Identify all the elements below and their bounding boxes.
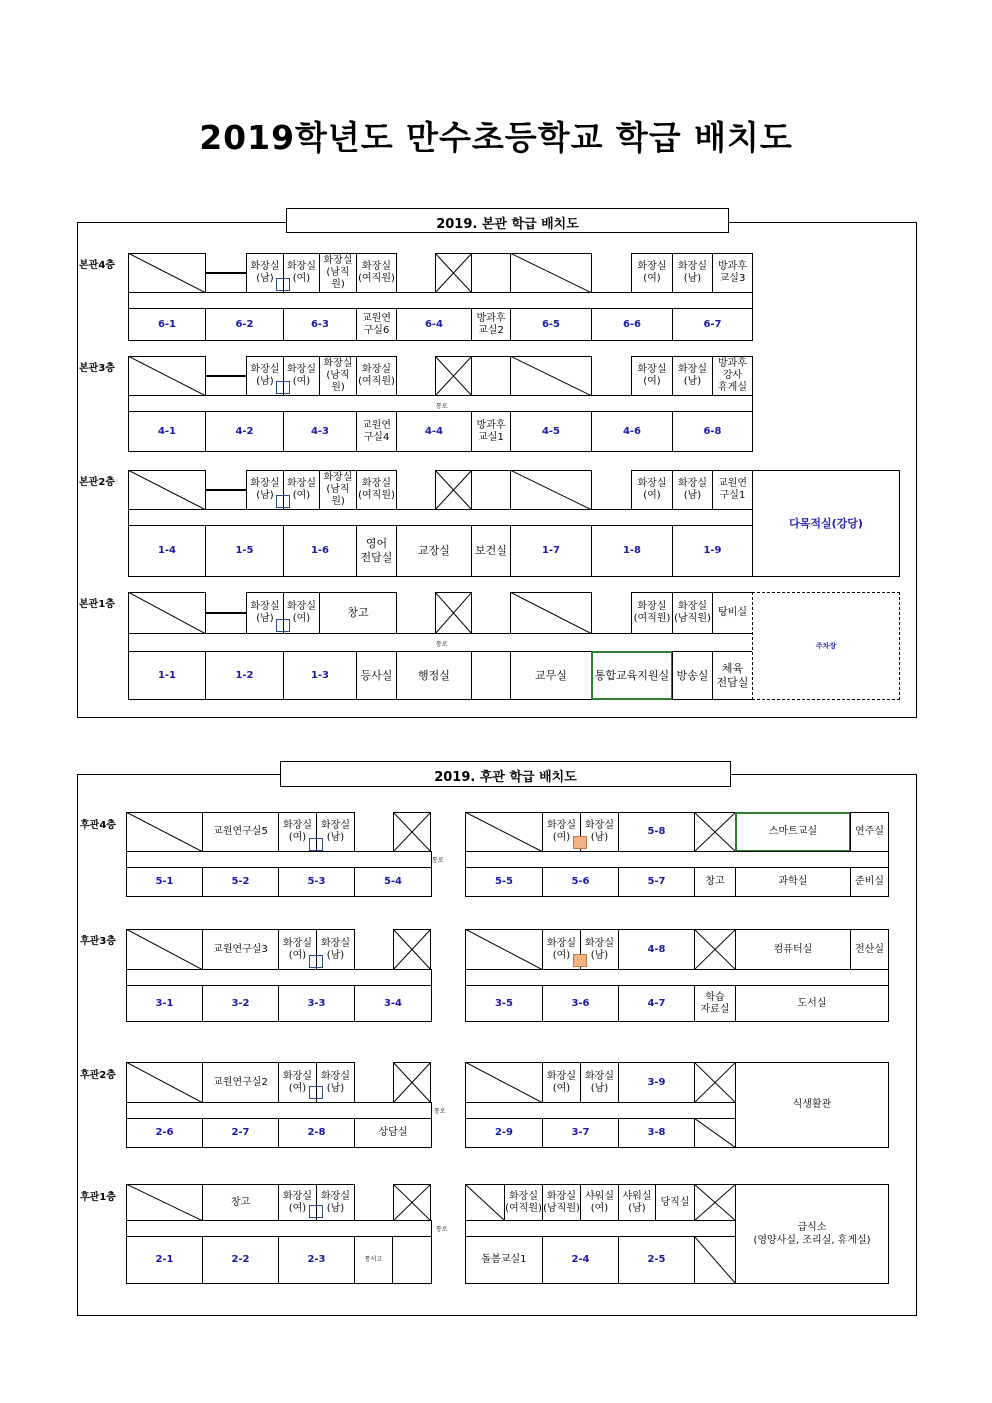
classroom: 5-5 <box>465 867 543 897</box>
floor-label: 본관1층 <box>79 599 115 610</box>
classroom: 6-3 <box>283 308 357 341</box>
passage-label: 통로 <box>434 1108 446 1115</box>
door-marker <box>573 954 587 967</box>
stair-x-icon <box>393 812 431 852</box>
toilet-male: 화장실 (남) <box>316 812 355 852</box>
toilet-male: 화장실 (남) <box>246 470 284 510</box>
stair-x-icon <box>435 592 472 634</box>
stair-x <box>694 812 736 852</box>
passage-label: 통로 <box>432 857 444 864</box>
empty-room <box>471 470 511 510</box>
stairwell <box>126 812 203 852</box>
floor-label: 후관4층 <box>80 820 116 831</box>
storage-room: 창고 <box>694 867 736 897</box>
stair-x-icon <box>435 253 472 293</box>
classroom: 2-3 <box>278 1236 355 1284</box>
classroom: 2-2 <box>202 1236 279 1284</box>
classroom: 4-7 <box>618 985 695 1022</box>
afterschool-room: 방과후 교실3 <box>712 253 753 293</box>
classroom: 6-6 <box>591 308 673 341</box>
teacher-room: 교원연 구실1 <box>712 470 753 510</box>
staff-room: 교무실 <box>510 651 592 700</box>
corridor-right <box>465 851 889 868</box>
door-marker <box>276 381 290 394</box>
toilet-female: 화장실 (여) <box>542 812 581 852</box>
toilet-staff-male: 화장실 (남직원) <box>542 1184 581 1221</box>
toilet-staff-female: 화장실 (여직원) <box>356 470 397 510</box>
toilet-female: 화장실 (여) <box>278 1184 317 1221</box>
classroom: 5-3 <box>278 867 355 897</box>
toilet-staff-male: 화장실 (남직원) <box>672 592 713 634</box>
corridor <box>128 509 753 526</box>
toilet-staff-female: 화장실 (여직원) <box>356 253 397 293</box>
toilet-male: 화장실 (남) <box>672 253 713 293</box>
stair-diagonal <box>126 812 203 852</box>
classroom: 3-8 <box>618 1118 695 1148</box>
parking-label: 주차장 <box>815 642 837 650</box>
stair-x <box>694 929 736 970</box>
stairwell <box>126 1062 203 1103</box>
corridor-right <box>465 1220 736 1237</box>
stair-diagonal <box>694 1236 736 1284</box>
stair-x-icon <box>694 812 736 852</box>
stair-diagonal <box>510 356 592 396</box>
stair-x <box>694 1062 736 1103</box>
stairwell <box>510 253 592 293</box>
broadcast-room: 방송실 <box>672 651 713 700</box>
toilet-male: 화장실 (남) <box>672 356 713 396</box>
page-title: 2019학년도 만수초등학교 학급 배치도 <box>199 118 793 157</box>
toilet-staff-male: 화장실 (남직 원) <box>319 356 357 396</box>
classroom: 1-9 <box>672 525 753 577</box>
corridor-right <box>465 1102 736 1119</box>
classroom: 2-7 <box>202 1118 279 1148</box>
toilet-female: 화장실 (여) <box>542 929 581 970</box>
classroom: 6-8 <box>672 411 753 452</box>
stair-diagonal <box>126 1184 203 1221</box>
stair-diagonal <box>128 592 206 634</box>
corridor <box>128 292 753 309</box>
hallway <box>206 612 246 614</box>
parking-lot <box>752 592 900 700</box>
classroom: 4-2 <box>205 411 284 452</box>
classroom: 1-1 <box>128 651 206 700</box>
toilet-male: 화장실 (남) <box>246 592 284 634</box>
toilet-staff-female: 화장실 (여직원) <box>631 592 673 634</box>
classroom: 2-9 <box>465 1118 543 1148</box>
stair-x-icon <box>694 1184 736 1221</box>
floor-label: 후관2층 <box>80 1070 116 1081</box>
toilet-male: 화장실 (남) <box>580 929 619 970</box>
stair-diagonal <box>465 812 543 852</box>
toilet-staff-female: 화장실 (여직원) <box>504 1184 543 1221</box>
stairwell <box>510 356 592 396</box>
stairwell <box>128 253 206 293</box>
classroom: 3-3 <box>278 985 355 1022</box>
classroom: 4-6 <box>591 411 673 452</box>
stair-x-icon <box>694 929 736 970</box>
health-room: 보건실 <box>471 525 511 577</box>
toilet-male: 화장실 (남) <box>246 253 284 293</box>
door-marker <box>573 836 587 849</box>
teacher-room: 교원연 구실6 <box>356 308 397 341</box>
dining-hall: 식생활관 <box>735 1062 889 1148</box>
teacher-room: 교원연구실3 <box>202 929 279 970</box>
duty-room: 당직실 <box>655 1184 695 1221</box>
stairwell <box>126 929 203 970</box>
classroom: 1-2 <box>205 651 284 700</box>
corridor-left <box>126 969 432 986</box>
prep-room: 준비실 <box>850 867 889 897</box>
toilet-female: 화장실 (여) <box>278 1062 317 1103</box>
classroom: 1-7 <box>510 525 592 577</box>
classroom: 3-9 <box>618 1062 695 1103</box>
classroom: 3-4 <box>354 985 432 1022</box>
stairwell <box>128 470 206 510</box>
rear-building-caption: 2019. 후관 학급 배치도 <box>280 761 731 787</box>
stair-diagonal <box>128 253 206 293</box>
classroom: 1-3 <box>283 651 357 700</box>
passage-label: 통로 <box>436 403 448 410</box>
classroom: 2-5 <box>618 1236 695 1284</box>
classroom: 2-6 <box>126 1118 203 1148</box>
classroom: 4-8 <box>618 929 695 970</box>
stair-x-icon <box>393 1184 431 1221</box>
archive-room: 통서고 <box>354 1236 393 1284</box>
classroom: 6-7 <box>672 308 753 341</box>
stair-x <box>393 1184 431 1221</box>
stairwell <box>465 1062 543 1103</box>
floor-label: 본관3층 <box>79 363 115 374</box>
toilet-male: 화장실 (남) <box>672 470 713 510</box>
floor-label: 후관3층 <box>80 936 116 947</box>
classroom: 5-1 <box>126 867 203 897</box>
toilet-male: 화장실 (남) <box>316 1062 355 1103</box>
toilet-male: 화장실 (남) <box>580 1062 619 1103</box>
toilet-male: 화장실 (남) <box>316 1184 355 1221</box>
counseling-room: 상담실 <box>354 1118 432 1148</box>
stair-x <box>435 470 472 510</box>
resource-room: 학습 자료실 <box>694 985 736 1022</box>
stair-x <box>435 592 472 634</box>
corridor-gap <box>511 634 591 651</box>
classroom: 4-5 <box>510 411 592 452</box>
door-marker <box>276 495 290 508</box>
empty-room <box>471 253 511 293</box>
science-room: 과학실 <box>735 867 851 897</box>
classroom: 3-7 <box>542 1118 619 1148</box>
teacher-room: 교원연구실2 <box>202 1062 279 1103</box>
smart-classroom: 스마트교실 <box>735 812 851 852</box>
stair-diagonal <box>465 929 543 970</box>
toilet-female: 화장실 (여) <box>283 592 320 634</box>
stair-x-icon <box>435 470 472 510</box>
stair-diagonal <box>510 253 592 293</box>
stair-x-icon <box>393 1062 431 1103</box>
classroom: 3-2 <box>202 985 279 1022</box>
teacher-room: 교원연구실5 <box>202 812 279 852</box>
passage-label: 통로 <box>436 641 448 648</box>
music-room: 연주실 <box>850 812 889 852</box>
classroom: 5-4 <box>354 867 432 897</box>
hallway <box>206 272 246 274</box>
classroom: 2-1 <box>126 1236 203 1284</box>
classroom: 5-8 <box>618 812 695 852</box>
pe-room: 체육 전담실 <box>712 651 753 700</box>
afterschool-room: 방과후 교실1 <box>471 411 511 452</box>
computer-room: 컴퓨터실 <box>735 929 851 970</box>
main-building-caption: 2019. 본관 학급 배치도 <box>286 208 729 233</box>
empty-room <box>471 651 511 700</box>
classroom: 4-4 <box>396 411 472 452</box>
toilet-male: 화장실 (남) <box>580 812 619 852</box>
stair-x <box>694 1184 736 1221</box>
empty-room <box>392 1236 432 1284</box>
toilet-female: 화장실 (여) <box>278 812 317 852</box>
door-marker <box>309 955 323 968</box>
stair-x <box>393 812 431 852</box>
stairwell <box>128 592 206 634</box>
admin-office: 행정실 <box>396 651 472 700</box>
toilet-female: 화장실 (여) <box>631 356 673 396</box>
classroom: 6-4 <box>396 308 472 341</box>
classroom: 2-4 <box>542 1236 619 1284</box>
stair-x <box>435 253 472 293</box>
copy-room: 등사실 <box>356 651 397 700</box>
toilet-female: 화장실 (여) <box>542 1062 581 1103</box>
floor-label: 후관1층 <box>80 1192 116 1203</box>
door-marker <box>309 1086 323 1099</box>
stairwell <box>465 929 543 970</box>
stairwell <box>510 592 592 634</box>
stair-x-icon <box>435 356 472 396</box>
shower-female: 샤워실 (여) <box>580 1184 619 1221</box>
toilet-female: 화장실 (여) <box>278 929 317 970</box>
afterschool-room: 방과후 교실2 <box>471 308 511 341</box>
stair-diagonal <box>694 1118 736 1148</box>
stair-x-icon <box>694 1062 736 1103</box>
server-room: 전산실 <box>850 929 889 970</box>
stair-diagonal <box>465 1062 543 1103</box>
stairwell <box>510 470 592 510</box>
stair-x <box>435 356 472 396</box>
toilet-female: 화장실 (여) <box>631 470 673 510</box>
stairwell <box>694 1236 736 1284</box>
empty-room <box>471 356 511 396</box>
corridor-left <box>126 851 432 868</box>
support-room: 통합교육지원실 <box>591 651 673 700</box>
classroom: 1-5 <box>205 525 284 577</box>
toilet-female: 화장실 (여) <box>631 253 673 293</box>
passage-label: 통로 <box>436 1226 448 1233</box>
lounge: 방과후 강사 휴게실 <box>712 356 753 396</box>
door-marker <box>276 278 290 291</box>
corridor-left <box>126 1102 432 1119</box>
storage-room: 창고 <box>319 592 397 634</box>
classroom: 3-1 <box>126 985 203 1022</box>
stairwell <box>465 1184 505 1221</box>
principal-office: 교장실 <box>396 525 472 577</box>
care-room: 돌봄교실1 <box>465 1236 543 1284</box>
door-marker <box>309 1205 323 1218</box>
toilet-female: 화장실 (여) <box>283 356 320 396</box>
stair-x <box>393 929 431 970</box>
pantry: 탕비실 <box>712 592 753 634</box>
door-marker <box>309 838 323 851</box>
hallway <box>206 375 246 377</box>
door-marker <box>276 619 290 632</box>
classroom: 4-1 <box>128 411 206 452</box>
toilet-male: 화장실 (남) <box>246 356 284 396</box>
cafeteria: 급식소 (영양사실, 조리실, 휴게실) <box>735 1184 889 1284</box>
auditorium: 다목적실(강당) <box>752 470 900 577</box>
stair-diagonal <box>510 592 592 634</box>
stairwell <box>694 1118 736 1148</box>
toilet-staff-male: 화장실 (남직 원) <box>319 253 357 293</box>
classroom: 1-8 <box>591 525 673 577</box>
classroom: 1-6 <box>283 525 357 577</box>
floor-label: 본관2층 <box>79 477 115 488</box>
library: 도서실 <box>735 985 889 1022</box>
corridor-right <box>465 969 889 986</box>
shower-male: 샤워실 (남) <box>618 1184 656 1221</box>
stair-diagonal <box>128 470 206 510</box>
hallway <box>206 489 246 491</box>
toilet-staff-male: 화장실 (남직 원) <box>319 470 357 510</box>
stair-diagonal <box>510 470 592 510</box>
stairwell <box>126 1184 203 1221</box>
english-room: 영어 전담실 <box>356 525 397 577</box>
stair-x-icon <box>393 929 431 970</box>
toilet-male: 화장실 (남) <box>316 929 355 970</box>
classroom: 5-7 <box>618 867 695 897</box>
classroom: 1-4 <box>128 525 206 577</box>
classroom: 3-6 <box>542 985 619 1022</box>
classroom: 2-8 <box>278 1118 355 1148</box>
classroom: 4-3 <box>283 411 357 452</box>
classroom: 6-5 <box>510 308 592 341</box>
stair-diagonal <box>126 1062 203 1103</box>
classroom: 3-5 <box>465 985 543 1022</box>
toilet-staff-female: 화장실 (여직원) <box>356 356 397 396</box>
classroom: 6-2 <box>205 308 284 341</box>
stairwell <box>128 356 206 396</box>
stairwell <box>465 812 543 852</box>
corridor-left <box>126 1220 432 1237</box>
classroom: 5-6 <box>542 867 619 897</box>
toilet-female: 화장실 (여) <box>283 253 320 293</box>
toilet-female: 화장실 (여) <box>283 470 320 510</box>
stair-diagonal <box>128 356 206 396</box>
classroom: 6-1 <box>128 308 206 341</box>
floor-label: 본관4층 <box>79 260 115 271</box>
stair-x <box>393 1062 431 1103</box>
stair-diagonal <box>465 1184 505 1221</box>
classroom: 5-2 <box>202 867 279 897</box>
stair-diagonal <box>126 929 203 970</box>
storage-room: 창고 <box>202 1184 279 1221</box>
teacher-room: 교원연 구실4 <box>356 411 397 452</box>
